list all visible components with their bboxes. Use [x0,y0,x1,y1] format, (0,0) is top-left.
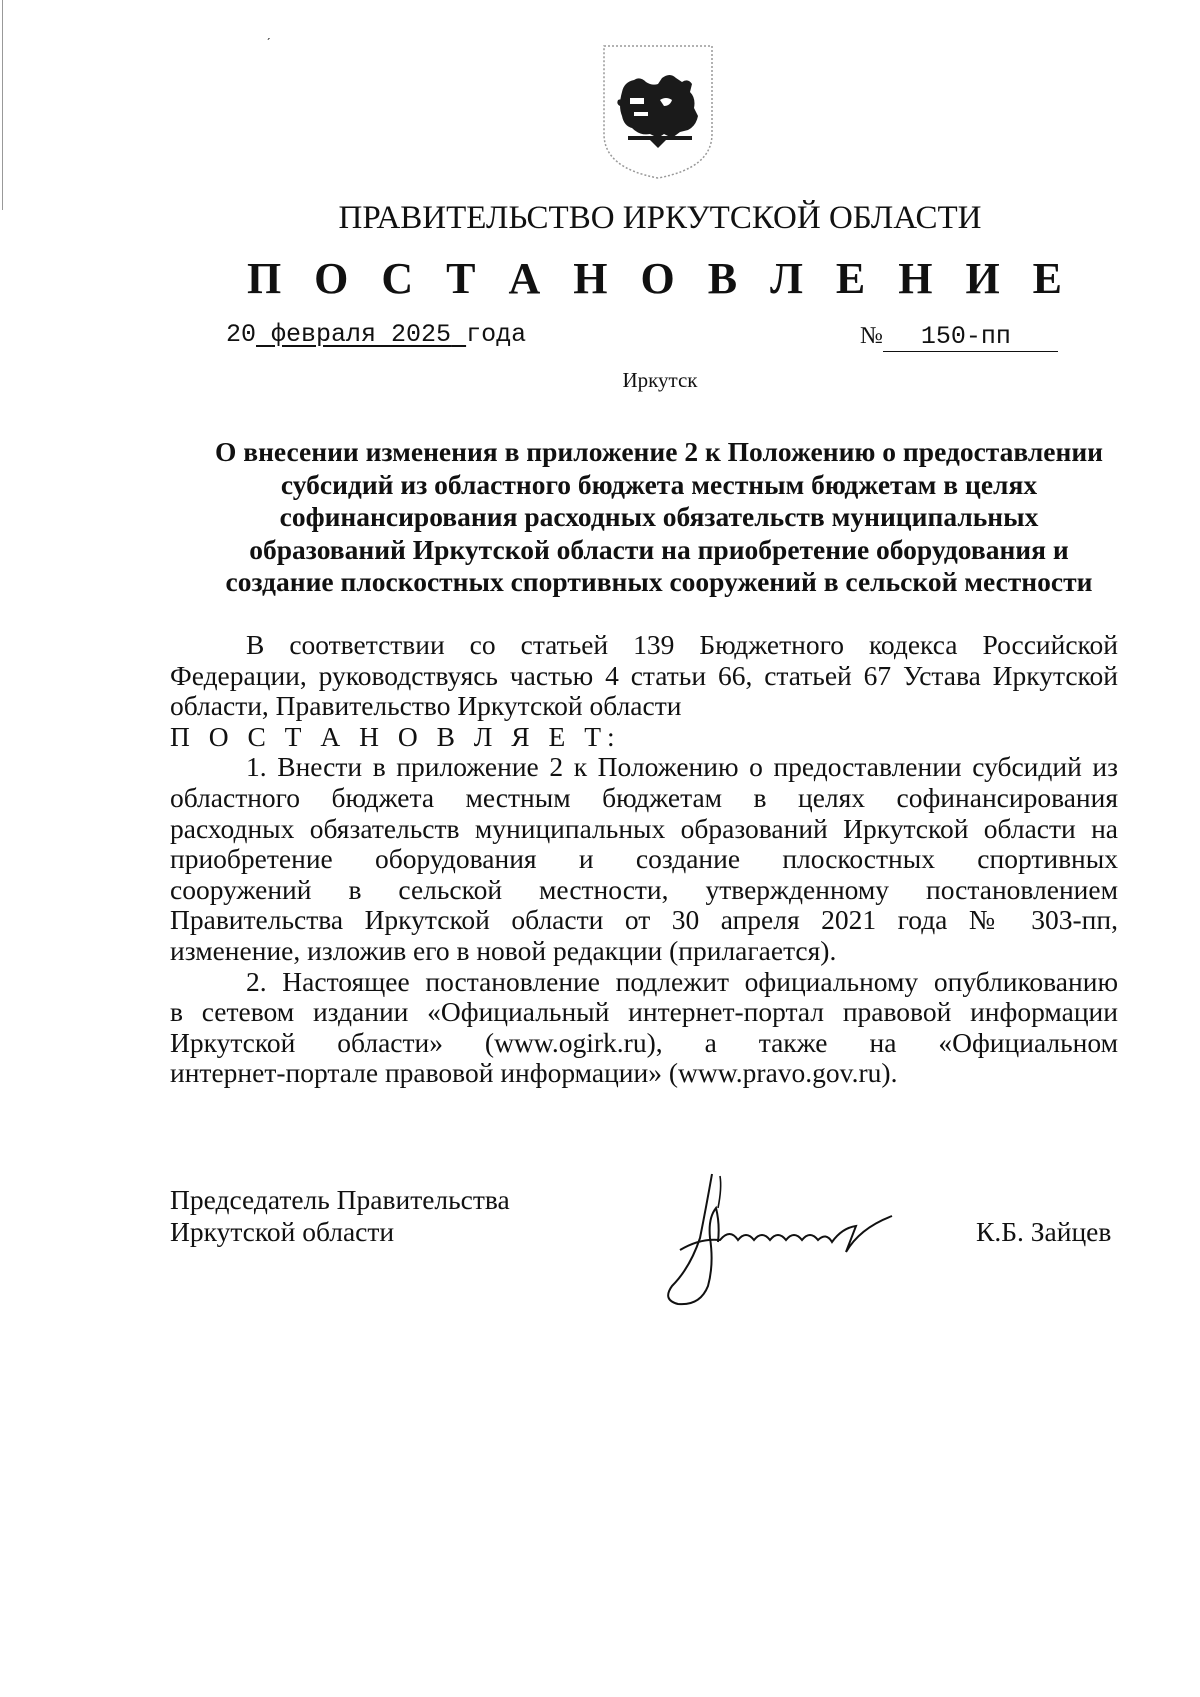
body-line: 2. Настоящее постановление подлежит официальному опубликованию [246,965,1118,997]
body-line: 1. Внести в приложение 2 к Положению о предоставлении субсидий из [246,751,1118,783]
government-name: ПРАВИТЕЛЬСТВО ИРКУТСКОЙ ОБЛАСТИ [338,200,982,236]
body-line: расходных обязательств муниципальных образований Иркутской области на [170,812,1118,844]
scan-artifact: ˏ [266,24,271,40]
scan-edge-line [2,0,3,210]
position-line: Председатель Правительства [170,1184,510,1215]
document-body [170,630,1118,1089]
document-subject-title [170,436,1148,599]
city-name: Иркутск [622,368,698,392]
body-line: сооружений в сельской местности, утвержденному постановлением [170,873,1118,905]
signatory-name: К.Б. Зайцев [976,1216,1112,1247]
title-line: субсидий из областного бюджета местным бюджетам в целях [280,468,1038,500]
body-line: В соответствии со статьей 139 Бюджетного кодекса Российской [246,629,1118,660]
body-line: области, Правительство Иркутской области [170,690,682,722]
date-month-year: февраля 2025 [271,320,452,349]
body-line: областного бюджета местным бюджетам в целях софинансирования [170,781,1118,813]
document-date [226,320,526,349]
body-line: Правительства Иркутской области от 30 апреля 2021 года № 303-пп, [170,904,1118,936]
body-line: в сетевом издании «Официальный интернет-портал правовой информации [170,996,1118,1028]
resolves-word: П О С Т А Н О В Л Я Е Т: [170,720,621,752]
document-type-title: П О С Т А Н О В Л Е Н И Е [246,254,1074,303]
body-line: Иркутской области» (www.ogirk.ru), а также на «Официальном [170,1026,1118,1058]
body-line: приобретение оборудования и создание плоскостных спортивных [170,843,1118,875]
date-day: 20 [226,320,257,349]
body-line: Федерации, руководствуясь частью 4 статьи 66, статьей 67 Устава Иркутской [170,659,1118,691]
body-line: изменение, изложив его в новой редакции (прилагается). [170,934,837,966]
number-sign: № [860,323,883,349]
title-line: софинансирования расходных обязательств муниципальных [279,501,1039,532]
title-line: создание плоскостных спортивных сооружений в сельской местности [225,566,1093,597]
signatory-position [170,1184,510,1248]
position-line: Иркутской области [170,1216,395,1247]
handwritten-signature [660,1168,920,1310]
title-line: образований Иркутской области на приобретение оборудования и [249,533,1069,565]
date-suffix: года [466,320,527,349]
coat-of-arms-emblem [600,42,716,182]
document-number [860,322,1058,352]
number-value: 150-пп [883,322,1058,352]
title-line: О внесении изменения в приложение 2 к Положению о предоставлении [214,436,1104,467]
body-line: интернет-портале правовой информации» (www.pravo.gov.ru). [170,1057,898,1089]
